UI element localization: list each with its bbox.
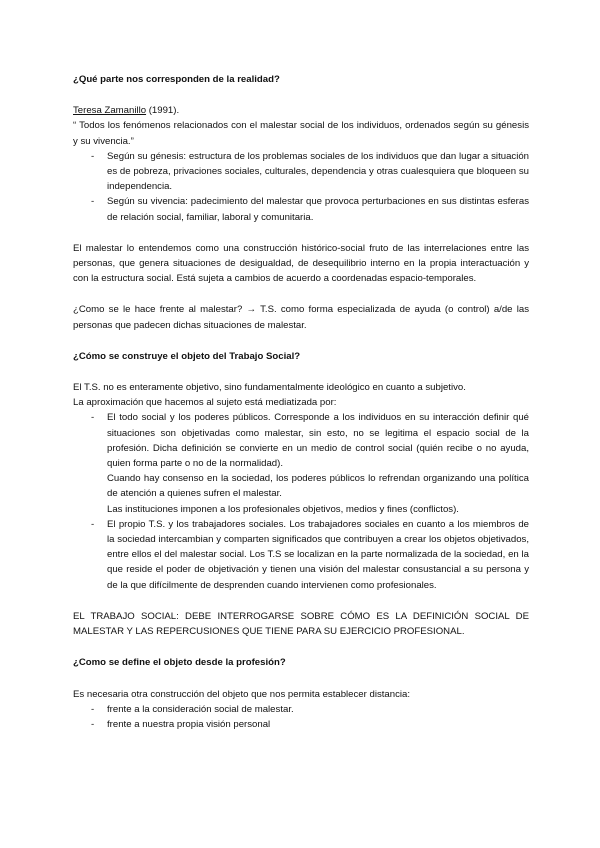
- ts-objective-line: El T.S. no es enteramente objetivo, sino fundamentalmente ideológico en cuanto a subjetivo.: [73, 382, 466, 394]
- section-heading-objeto: ¿Cómo se construye el objeto del Trabajo Social?: [73, 350, 301, 362]
- list-item: - El todo social y los poderes públicos. Corresponde a los individuos en su interacción definir qué situaciones son objetivadas como malestar, sin esto, no se legitima el espacio social de la profesión. Dicha definición se convierte en un medio de control social (quién recibe o no ayuda, quien forma parte o no de la normalidad). Cuando hay consenso en la sociedad, los poderes públicos lo refrendan organizando una política de atención a quienes sufren el malestar. Las instituciones imponen a los profesionales objetivos, medios y fines (conflictos).: [91, 412, 529, 515]
- list-item: - frente a la consideración social de malestar.: [73, 702, 529, 717]
- list-item: - Según su vivencia: padecimiento del malestar que provoca perturbaciones en sus distintas esferas de relación social, familiar, laboral y comunitaria.: [91, 196, 529, 223]
- list-item: - El propio T.S. y los trabajadores sociales. Los trabajadores sociales en cuanto a los miembros de la sociedad intercambian y comparten significados que contribuyen a crear los objetos objetivados, entre ellos el del malestar social. Los T.S se localizan en la parte normalizada de la sociedad, en la que reside el poder de objetivación y tienen una visión del malestar consustancial a su persona y de la que difícilmente de desprenden cuando intervienen como profesionales.: [91, 518, 529, 591]
- list-item: - Según su génesis: estructura de los problemas sociales de los individuos que dan lugar a situación es de pobreza, privaciones sociales, culturales, dependencia y otras cualesquiera que bloqueen su independencia.: [91, 150, 529, 193]
- section-heading-realidad: ¿Qué parte nos corresponden de la realidad?: [73, 74, 280, 85]
- quote-paragraph: “ Todos los fenómenos relacionados con el malestar social de los individuos, ordenados según su génesis y su vivencia.”: [73, 120, 529, 147]
- list-item: - frente a nuestra propia visión personal: [73, 717, 529, 732]
- dash-bullet: -: [91, 150, 95, 162]
- distancia-line: Es necesaria otra construcción del objeto que nos permita establecer distancia:: [73, 688, 411, 700]
- document-content: [73, 72, 529, 732]
- section-heading-profesion: ¿Como se define el objeto desde la profesión?: [73, 657, 286, 669]
- author-year: (1991).: [146, 105, 180, 117]
- malestar-question: ¿Como se le hace frente al malestar? → T.S. como forma especializada de ayuda (o control) a/de las personas que padecen dichas situaciones de malestar.: [73, 304, 529, 331]
- malestar-paragraph: El malestar lo entendemos como una construcción histórico-social fruto de las interrelaciones entre las personas, que genera situaciones de desigualdad, de desequilibrio interno en la propia interactuación y con la estructura social. Está sujeta a cambios de acuerdo a coordenadas espacio-temporales.: [73, 242, 529, 285]
- distancia-list: [73, 702, 529, 732]
- dash-bullet: -: [91, 703, 95, 715]
- dash-bullet: -: [91, 518, 95, 530]
- author-citation: [73, 103, 529, 118]
- dash-bullet: -: [91, 718, 95, 730]
- dash-bullet: -: [91, 196, 95, 208]
- aproximacion-line: La aproximación que hacemos al sujeto está mediatizada por:: [73, 397, 337, 409]
- author-name: Teresa Zamanillo: [73, 105, 147, 117]
- caps-statement: EL TRABAJO SOCIAL: DEBE INTERROGARSE SOBRE CÓMO ES LA DEFINICIÓN SOCIAL DE MALESTAR Y LAS REPERCUSIONES QUE TIENE PARA SU EJERCICIO PROFESIONAL.: [73, 610, 529, 638]
- dash-bullet: -: [91, 412, 95, 424]
- genesis-vivencia-list: [73, 149, 529, 225]
- mediation-list: [73, 410, 529, 592]
